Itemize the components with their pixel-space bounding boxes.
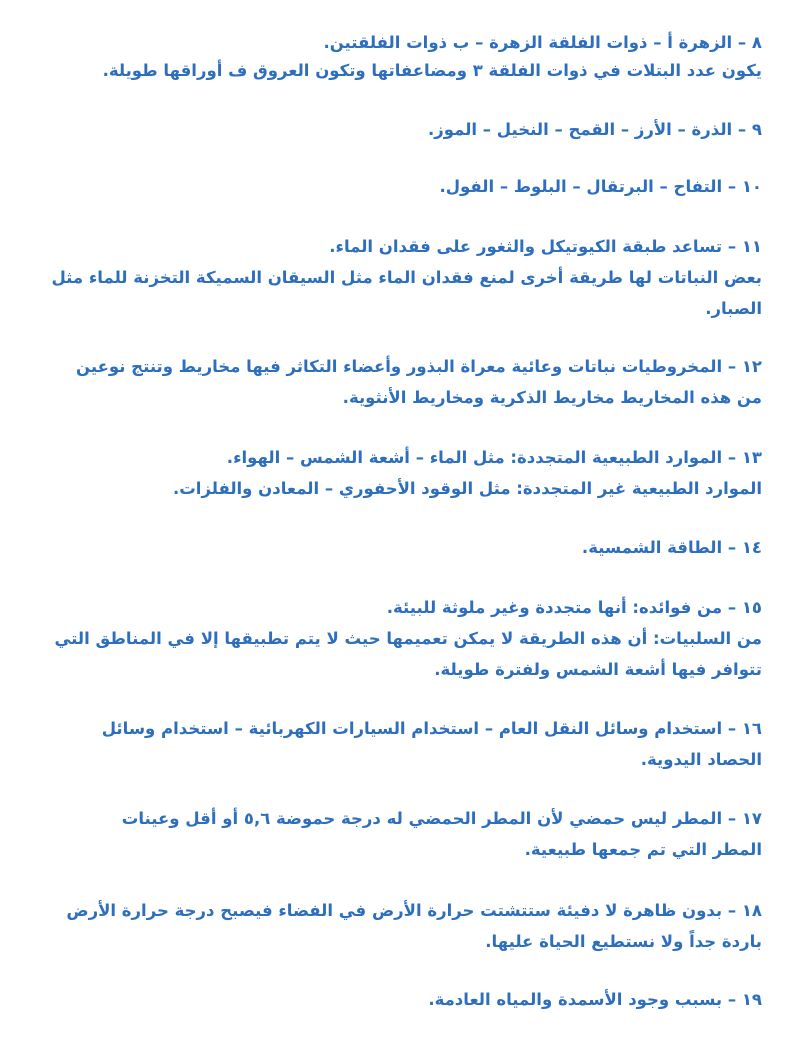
answer-11-line-1: ١١ – تساعد طبقة الكيوتيكل والثغور على فقدان الماء. [329, 237, 762, 256]
answer-13-line-2: الموارد الطبيعية غير المتجددة: مثل الوقود الأحفوري – المعادن والفلزات. [172, 479, 762, 498]
answer-13-line-1: ١٣ – الموارد الطبيعية المتجددة: مثل الماء – أشعة الشمس – الهواء. [226, 448, 762, 467]
answer-15-line-3: تتوافر فيها أشعة الشمس ولفترة طويلة. [434, 660, 762, 679]
answer-8-line-1: ٨ – الزهرة أ – ذوات الفلقة الزهرة – ب ذوات الفلقتين. [323, 33, 762, 52]
answer-17-line-2: المطر التي تم جمعها طبيعية. [524, 840, 762, 859]
answer-9-line-1: ٩ – الذرة – الأرز – القمح – النخيل – الموز. [428, 120, 762, 139]
answer-10-line-1: ١٠ – التفاح – البرتقال – البلوط – الفول. [439, 177, 762, 196]
answer-15-line-2: من السلبيات: أن هذه الطريقة لا يمكن تعميمها حيث لا يتم تطبيقها إلا في المناطق التي [54, 629, 762, 648]
answer-12-line-1: ١٢ – المخروطيات نباتات وعائية معراة البذور وأعضاء التكاثر فيها مخاريط وتنتج نوعين [76, 357, 762, 376]
answer-18-line-2: باردة جداً ولا نستطيع الحياة عليها. [485, 932, 762, 951]
answer-12-line-2: من هذه المخاريط مخاريط الذكرية ومخاريط الأنثوية. [342, 388, 762, 407]
answer-11-line-2: بعض النباتات لها طريقة أخرى لمنع فقدان الماء مثل السيقان السميكة التخزنة للماء مثل [51, 268, 762, 287]
answer-18-line-1: ١٨ – بدون ظاهرة لا دفيئة ستتشتت حرارة الأرض في الفضاء فيصبح درجة حرارة الأرض [66, 901, 762, 920]
answer-16-line-1: ١٦ – استخدام وسائل النقل العام – استخدام السيارات الكهربائية – استخدام وسائل [101, 719, 762, 738]
answer-19-line-1: ١٩ – بسبب وجود الأسمدة والمياه العادمة. [428, 990, 762, 1009]
answer-17-line-1: ١٧ – المطر ليس حمضي لأن المطر الحمضي له درجة حموضة ٥,٦ أو أقل وعينات [121, 809, 762, 828]
answer-11-line-3: الصبار. [705, 299, 762, 318]
answer-15-line-1: ١٥ – من فوائده: أنها متجددة وغير ملوثة للبيئة. [386, 598, 762, 617]
answer-8-line-2: يكون عدد البتلات في ذوات الفلقة ٣ ومضاعفاتها وتكون العروق ف أوراقها طويلة. [102, 61, 762, 80]
answer-14-line-1: ١٤ – الطاقة الشمسية. [581, 538, 762, 557]
answer-16-line-2: الحصاد اليدوية. [640, 750, 762, 769]
